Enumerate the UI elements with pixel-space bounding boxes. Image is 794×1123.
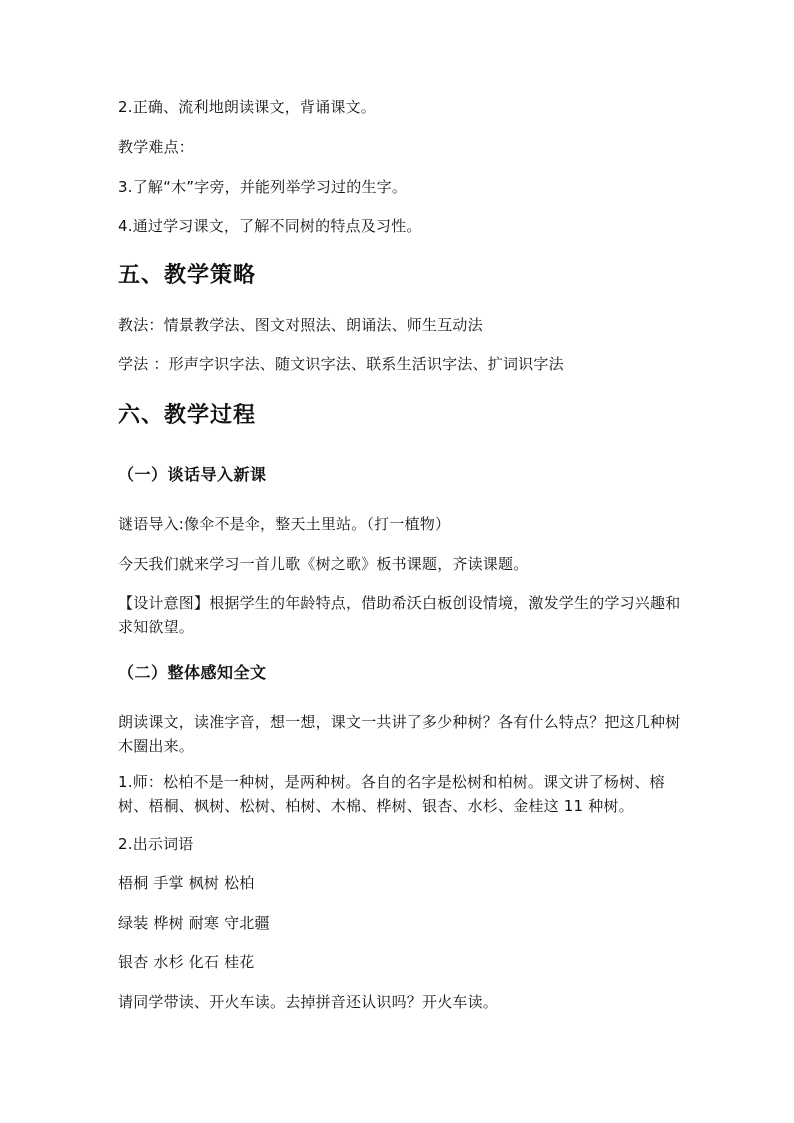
- difficulty-label: 教学难点：: [118, 138, 195, 156]
- lesson-title-intro: 今天我们就来学习一首儿歌《树之歌》板书课题，齐读课题。: [118, 555, 529, 573]
- subsection-heading-intro: （一）谈话导入新课: [118, 465, 267, 484]
- design-intent: 【设计意图】根据学生的年龄特点，借助希沃白板创设情境，激发学生的学习兴趣和求知欲望。: [118, 594, 681, 636]
- teaching-methods: 教法：情景教学法、图文对照法、朗诵法、师生互动法: [118, 316, 483, 334]
- goal-item-2: 2.正确、流利地朗读课文，背诵课文。: [118, 98, 376, 116]
- word-row-1: 梧桐 手掌 枫树 松柏: [118, 874, 255, 892]
- teacher-explanation: 1.师：松柏不是一种树，是两种树。各自的名字是松树和柏树。课文讲了杨树、榕树、梧桐、枫树、松树、柏树、木棉、桦树、银杏、水杉、金桂这 11 种树。: [118, 773, 665, 815]
- riddle-intro: 谜语导入:像伞不是伞，整天土里站。（打一植物）: [118, 515, 451, 533]
- subsection-heading-overview: （二）整体感知全文: [118, 663, 267, 682]
- difficulty-item-3: 3.了解“木”字旁，并能列举学习过的生字。: [118, 178, 408, 196]
- section-heading-strategy: 五、教学策略: [118, 263, 257, 288]
- word-row-3: 银杏 水杉 化石 桂花: [118, 953, 255, 971]
- word-row-2: 绿装 桦树 耐寒 守北疆: [118, 914, 270, 932]
- reading-practice: 请同学带读、开火车读。去掉拼音还认识吗？开火车读。: [118, 993, 499, 1011]
- reading-task: 朗读课文，读准字音，想一想，课文一共讲了多少种树？各有什么特点？把这几种树木圈出来。: [118, 713, 681, 755]
- section-heading-process: 六、教学过程: [118, 403, 257, 428]
- show-words-label: 2.出示词语: [118, 835, 194, 853]
- learning-methods: 学法 ：形声字识字法、随文识字法、联系生活识字法、扩词识字法: [118, 355, 564, 373]
- difficulty-item-4: 4.通过学习课文，了解不同树的特点及习性。: [118, 217, 422, 235]
